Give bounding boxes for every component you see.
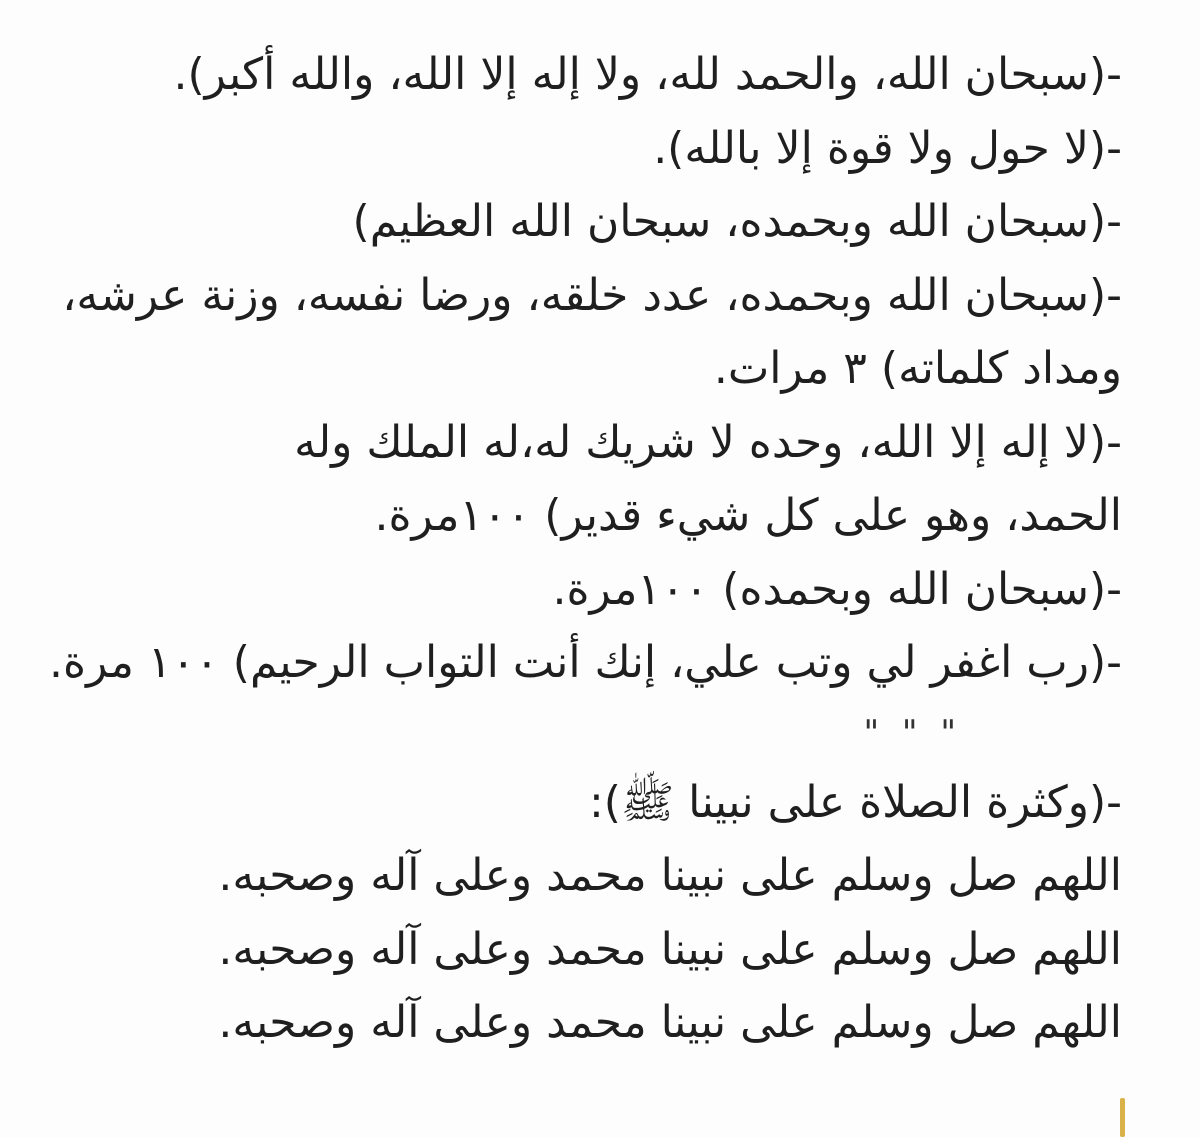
- scroll-indicator[interactable]: [1120, 1098, 1125, 1137]
- salawat-line-1: اللهم صل وسلم على نبينا محمد وعلى آله وصحبه.: [218, 850, 1122, 901]
- salawat-line-3: اللهم صل وسلم على نبينا محمد وعلى آله وصحبه.: [218, 997, 1122, 1048]
- dhikr-line-9: -(رب اغفر لي وتب علي، إنك أنت التواب الرحيم) ١٠٠ مرة.: [49, 637, 1122, 688]
- dhikr-line-2: -(لا حول ولا قوة إلا بالله).: [653, 122, 1122, 174]
- dhikr-line-7: الحمد، وهو على كل شيء قدير) ١٠٠مرة.: [374, 490, 1122, 541]
- dhikr-line-1: -(سبحان الله، والحمد لله، ولا إله إلا الله، والله أكبر).: [173, 49, 1122, 100]
- dhikr-line-5: ومداد كلماته) ٣ مرات.: [713, 343, 1122, 394]
- ditto-marks: " " ": [863, 712, 962, 753]
- dhikr-line-4: -(سبحان الله وبحمده، عدد خلقه، ورضا نفسه، وزنة عرشه،: [62, 269, 1122, 321]
- salawat-line-2: اللهم صل وسلم على نبينا محمد وعلى آله وصحبه.: [218, 923, 1122, 975]
- salawat-heading: -(وكثرة الصلاة على نبينا ﷺ):: [588, 776, 1122, 828]
- dhikr-line-3: -(سبحان الله وبحمده، سبحان الله العظيم): [352, 196, 1122, 247]
- dhikr-line-8: -(سبحان الله وبحمده) ١٠٠مرة.: [552, 563, 1122, 615]
- document-body: [49, 38, 1122, 1060]
- dhikr-line-6: -(لا إله إلا الله، وحده لا شريك له،له الملك وله: [294, 416, 1122, 468]
